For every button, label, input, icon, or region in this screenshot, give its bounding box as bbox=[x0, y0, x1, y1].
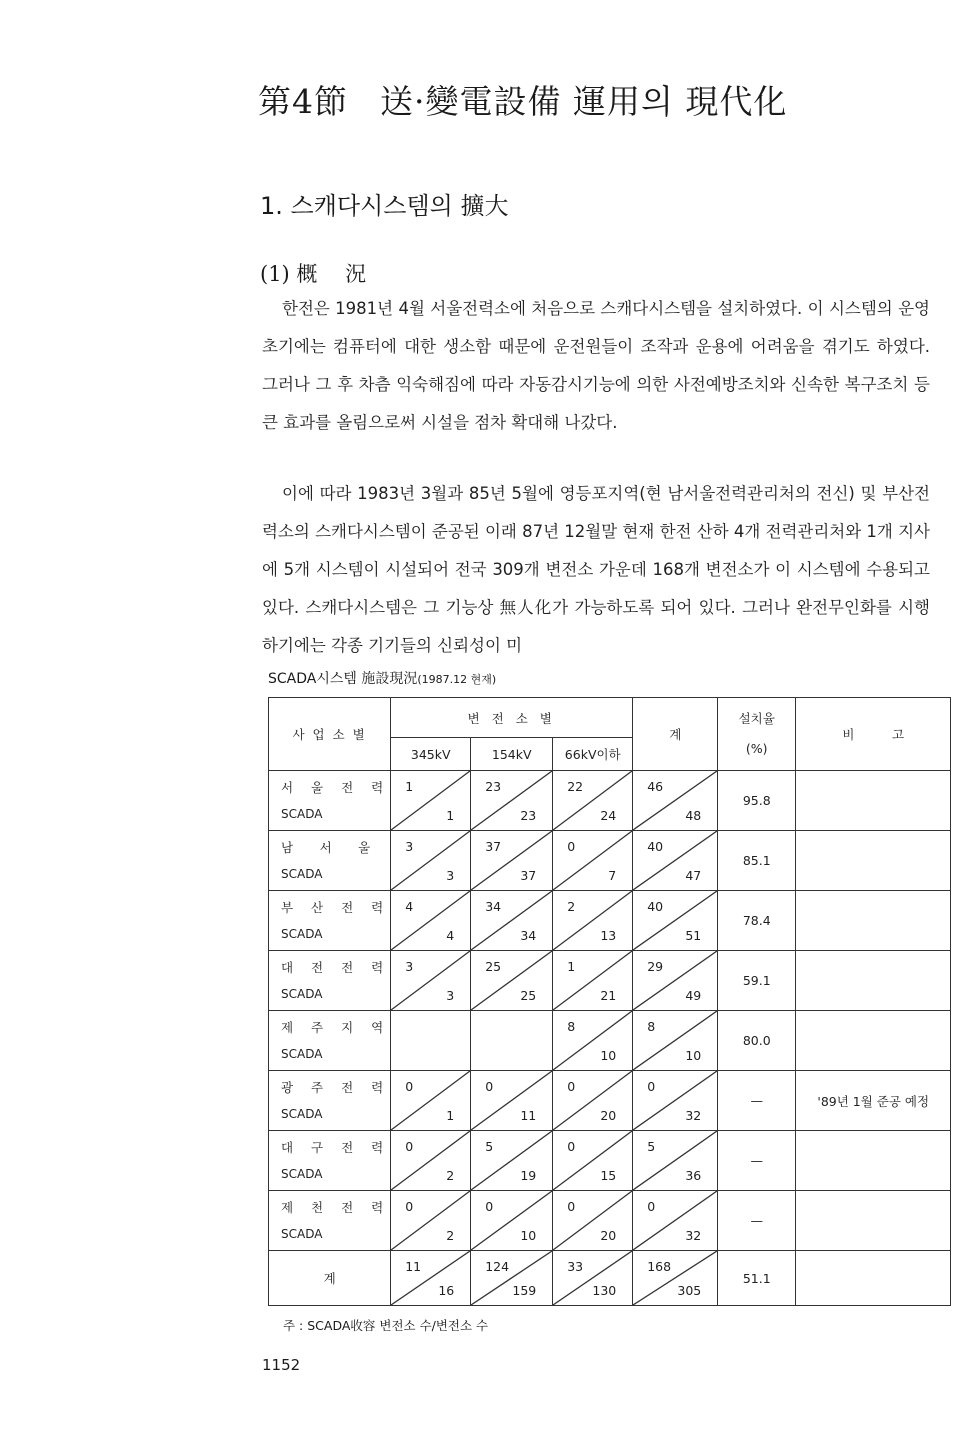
install-rate: 85.1 bbox=[718, 831, 796, 891]
installed-count: 2 bbox=[567, 899, 576, 914]
cell-345kv bbox=[391, 1251, 471, 1306]
office-name-sub: SCADA bbox=[281, 1166, 323, 1181]
office-name-kr: 제 천 전 력 bbox=[281, 1199, 391, 1215]
table-footnote: 주 : SCADA收容 변전소 수/변전소 수 bbox=[283, 1318, 489, 1333]
office-name-sub: SCADA bbox=[281, 1046, 323, 1061]
chapter-number: 第4節 bbox=[258, 82, 348, 121]
installed-count: 4 bbox=[405, 899, 414, 914]
remarks bbox=[796, 891, 951, 951]
header-office: 사 업 소 별 bbox=[269, 698, 391, 771]
table-row bbox=[269, 1011, 951, 1071]
diagonal-divider bbox=[633, 771, 717, 830]
office-name-kr: 부 산 전 력 bbox=[281, 899, 391, 915]
scada-table bbox=[268, 697, 951, 1306]
total-count: 305 bbox=[677, 1283, 702, 1298]
diagonal-divider bbox=[391, 1071, 470, 1130]
total-count: 21 bbox=[600, 988, 617, 1003]
install-rate: — bbox=[718, 1131, 796, 1191]
header-rate-line2: (%) bbox=[745, 741, 768, 756]
diagonal-divider bbox=[633, 951, 717, 1010]
office-name bbox=[269, 771, 391, 831]
cell-total bbox=[633, 891, 718, 951]
table-caption-title: SCADA시스템 施設現況 bbox=[268, 671, 418, 687]
office-name-kr: 서 울 전 력 bbox=[281, 779, 391, 795]
office-name-kr: 대 구 전 력 bbox=[281, 1139, 391, 1155]
office-name bbox=[269, 891, 391, 951]
total-count: 51 bbox=[685, 928, 702, 943]
cell-total bbox=[633, 1071, 718, 1131]
cell-66kv bbox=[553, 951, 633, 1011]
cell-total bbox=[633, 1011, 718, 1071]
diagonal-divider bbox=[553, 831, 632, 890]
total-count: 7 bbox=[608, 868, 617, 883]
remarks bbox=[796, 771, 951, 831]
total-count: 159 bbox=[512, 1283, 537, 1298]
diagonal-divider bbox=[553, 1131, 632, 1190]
total-count: 3 bbox=[446, 988, 455, 1003]
cell-total bbox=[633, 1131, 718, 1191]
paragraph bbox=[262, 475, 930, 665]
installed-count: 37 bbox=[485, 839, 502, 854]
cell-66kv bbox=[553, 891, 633, 951]
header-remarks: 비 고 bbox=[796, 698, 951, 771]
installed-count: 5 bbox=[485, 1139, 494, 1154]
paragraph-text: 이에 따라 1983년 3월과 85년 5월에 영등포지역(현 남서울전력관리처의 전신) 및 부산전력소의 스캐다시스템이 준공된 이래 87년 12월말 현재 한전 산하 4개 전력관리처와 1개 지사에 5개 시스템이 시설되어 전국 309개 변전소 가운데 168개 변전소가 이 시스템에 수용되고 있다. 스캐다시스템은 그 기능상 無人化가 가능하도록 되어 있다. 그러나 완전무인화를 시행하기에는 각종 기기들의 신뢰성이 미 bbox=[262, 484, 930, 655]
header-154kv: 154kV bbox=[471, 738, 553, 771]
install-rate: 80.0 bbox=[718, 1011, 796, 1071]
cell-total bbox=[633, 771, 718, 831]
page-number: 1152 bbox=[262, 1356, 301, 1374]
remarks bbox=[796, 1251, 951, 1306]
total-count: 20 bbox=[600, 1108, 617, 1123]
cell-154kv bbox=[471, 1251, 553, 1306]
diagonal-divider bbox=[553, 1071, 632, 1130]
installed-count: 0 bbox=[567, 1079, 576, 1094]
diagonal-divider bbox=[553, 891, 632, 950]
diagonal-divider bbox=[471, 951, 552, 1010]
installed-count: 25 bbox=[485, 959, 502, 974]
remarks bbox=[796, 1011, 951, 1071]
office-name bbox=[269, 1191, 391, 1251]
diagonal-divider bbox=[391, 891, 470, 950]
cell-345kv bbox=[391, 1191, 471, 1251]
total-count: 32 bbox=[685, 1228, 702, 1243]
header-substation-group: 변 전 소 별 bbox=[391, 698, 633, 738]
total-count: 2 bbox=[446, 1228, 455, 1243]
diagonal-divider bbox=[553, 1191, 632, 1250]
cell-345kv bbox=[391, 891, 471, 951]
chapter-title bbox=[258, 76, 787, 123]
installed-count: 0 bbox=[567, 1139, 576, 1154]
total-count: 48 bbox=[685, 808, 702, 823]
cell-66kv bbox=[553, 771, 633, 831]
total-count: 3 bbox=[446, 868, 455, 883]
total-count: 11 bbox=[520, 1108, 537, 1123]
cell-total bbox=[633, 1251, 718, 1306]
installed-count: 0 bbox=[405, 1199, 414, 1214]
diagonal-divider bbox=[633, 1191, 717, 1250]
installed-count: 46 bbox=[647, 779, 664, 794]
install-rate: — bbox=[718, 1071, 796, 1131]
office-name-sub: SCADA bbox=[281, 1226, 323, 1241]
total-count: 10 bbox=[685, 1048, 702, 1063]
cell-154kv bbox=[471, 1071, 553, 1131]
installed-count: 40 bbox=[647, 839, 664, 854]
diagonal-divider bbox=[471, 1071, 552, 1130]
table-caption-date: (1987.12 현재) bbox=[417, 673, 497, 686]
office-name-sub: SCADA bbox=[281, 986, 323, 1001]
diagonal-divider bbox=[391, 951, 470, 1010]
office-name-sub: SCADA bbox=[281, 926, 323, 941]
table-row bbox=[269, 831, 951, 891]
install-rate: 51.1 bbox=[718, 1251, 796, 1306]
cell-154kv bbox=[471, 1191, 553, 1251]
cell-154kv bbox=[471, 951, 553, 1011]
header-rate bbox=[718, 698, 796, 771]
diagonal-divider bbox=[633, 891, 717, 950]
table-row bbox=[269, 771, 951, 831]
diagonal-divider bbox=[471, 891, 552, 950]
total-count: 2 bbox=[446, 1168, 455, 1183]
cell-154kv bbox=[471, 891, 553, 951]
cell-total bbox=[633, 831, 718, 891]
installed-count: 0 bbox=[647, 1079, 656, 1094]
install-rate: — bbox=[718, 1191, 796, 1251]
table-caption bbox=[268, 668, 496, 688]
cell-154kv bbox=[471, 1131, 553, 1191]
remarks bbox=[796, 951, 951, 1011]
cell-345kv bbox=[391, 1011, 471, 1071]
section-title: 1. 스캐다시스템의 擴大 bbox=[260, 192, 509, 220]
installed-count: 5 bbox=[647, 1139, 656, 1154]
office-name bbox=[269, 951, 391, 1011]
subsection-title: (1) 概 況 bbox=[260, 262, 367, 286]
diagonal-divider bbox=[391, 1251, 470, 1305]
total-count: 10 bbox=[520, 1228, 537, 1243]
installed-count: 23 bbox=[485, 779, 502, 794]
office-name-sub: SCADA bbox=[281, 1106, 323, 1121]
installed-count: 3 bbox=[405, 839, 414, 854]
cell-66kv bbox=[553, 1251, 633, 1306]
installed-count: 3 bbox=[405, 959, 414, 974]
installed-count: 29 bbox=[647, 959, 664, 974]
cell-345kv bbox=[391, 1071, 471, 1131]
table-total-row bbox=[269, 1251, 951, 1306]
office-name-kr: 광 주 전 력 bbox=[281, 1079, 391, 1095]
installed-count: 0 bbox=[405, 1139, 414, 1154]
installed-count: 8 bbox=[647, 1019, 656, 1034]
total-count: 16 bbox=[438, 1283, 455, 1298]
diagonal-divider bbox=[633, 1251, 717, 1305]
total-count: 15 bbox=[600, 1168, 617, 1183]
installed-count: 11 bbox=[405, 1259, 422, 1274]
total-count: 19 bbox=[520, 1168, 537, 1183]
installed-count: 124 bbox=[485, 1259, 510, 1274]
diagonal-divider bbox=[633, 1011, 717, 1070]
installed-count: 0 bbox=[485, 1079, 494, 1094]
total-count: 47 bbox=[685, 868, 702, 883]
office-name bbox=[269, 831, 391, 891]
cell-154kv bbox=[471, 1011, 553, 1071]
diagonal-divider bbox=[553, 951, 632, 1010]
diagonal-divider bbox=[553, 771, 632, 830]
header-345kv: 345kV bbox=[391, 738, 471, 771]
total-count: 4 bbox=[446, 928, 455, 943]
total-count: 1 bbox=[446, 1108, 455, 1123]
installed-count: 0 bbox=[567, 1199, 576, 1214]
installed-count: 0 bbox=[647, 1199, 656, 1214]
total-count: 1 bbox=[446, 808, 455, 823]
office-name-sub: SCADA bbox=[281, 806, 323, 821]
cell-66kv bbox=[553, 831, 633, 891]
installed-count: 1 bbox=[567, 959, 576, 974]
install-rate: 78.4 bbox=[718, 891, 796, 951]
cell-154kv bbox=[471, 831, 553, 891]
total-count: 10 bbox=[600, 1048, 617, 1063]
diagonal-divider bbox=[633, 1131, 717, 1190]
total-count: 37 bbox=[520, 868, 537, 883]
remarks bbox=[796, 1131, 951, 1191]
installed-count: 8 bbox=[567, 1019, 576, 1034]
paragraph bbox=[262, 290, 930, 442]
total-count: 36 bbox=[685, 1168, 702, 1183]
total-count: 13 bbox=[600, 928, 617, 943]
total-count: 24 bbox=[600, 808, 617, 823]
cell-66kv bbox=[553, 1131, 633, 1191]
diagonal-divider bbox=[633, 1071, 717, 1130]
table-row bbox=[269, 951, 951, 1011]
installed-count: 1 bbox=[405, 779, 414, 794]
diagonal-divider bbox=[471, 1191, 552, 1250]
diagonal-divider bbox=[391, 1191, 470, 1250]
diagonal-divider bbox=[391, 771, 470, 830]
table-row bbox=[269, 1131, 951, 1191]
installed-count: 34 bbox=[485, 899, 502, 914]
diagonal-divider bbox=[553, 1011, 632, 1070]
cell-345kv bbox=[391, 831, 471, 891]
office-name-kr: 대 전 전 력 bbox=[281, 959, 391, 975]
table-row bbox=[269, 891, 951, 951]
diagonal-divider bbox=[471, 771, 552, 830]
cell-total bbox=[633, 1191, 718, 1251]
remarks bbox=[796, 831, 951, 891]
total-count: 23 bbox=[520, 808, 537, 823]
installed-count: 40 bbox=[647, 899, 664, 914]
table-row bbox=[269, 1071, 951, 1131]
office-name bbox=[269, 1131, 391, 1191]
cell-154kv bbox=[471, 771, 553, 831]
total-count: 49 bbox=[685, 988, 702, 1003]
cell-345kv bbox=[391, 951, 471, 1011]
office-name-kr: 제 주 지 역 bbox=[281, 1019, 391, 1035]
install-rate: 59.1 bbox=[718, 951, 796, 1011]
diagonal-divider bbox=[471, 1131, 552, 1190]
cell-total bbox=[633, 951, 718, 1011]
installed-count: 0 bbox=[567, 839, 576, 854]
diagonal-divider bbox=[633, 831, 717, 890]
cell-345kv bbox=[391, 771, 471, 831]
office-name bbox=[269, 1071, 391, 1131]
cell-66kv bbox=[553, 1071, 633, 1131]
cell-66kv bbox=[553, 1011, 633, 1071]
installed-count: 33 bbox=[567, 1259, 584, 1274]
diagonal-divider bbox=[391, 831, 470, 890]
installed-count: 22 bbox=[567, 779, 584, 794]
total-count: 32 bbox=[685, 1108, 702, 1123]
total-label: 계 bbox=[269, 1251, 391, 1306]
office-name bbox=[269, 1011, 391, 1071]
installed-count: 0 bbox=[485, 1199, 494, 1214]
header-66kv: 66kV이하 bbox=[553, 738, 633, 771]
total-count: 34 bbox=[520, 928, 537, 943]
total-count: 20 bbox=[600, 1228, 617, 1243]
office-name-kr: 남 서 울 bbox=[281, 839, 378, 855]
header-rate-line1: 설치율 bbox=[738, 711, 775, 726]
total-count: 130 bbox=[592, 1283, 617, 1298]
installed-count: 0 bbox=[405, 1079, 414, 1094]
remarks bbox=[796, 1191, 951, 1251]
total-count: 25 bbox=[520, 988, 537, 1003]
chapter-heading: 送·變電設備 運用의 現代化 bbox=[380, 82, 788, 121]
remarks: '89년 1월 준공 예정 bbox=[796, 1071, 951, 1131]
diagonal-divider bbox=[391, 1131, 470, 1190]
installed-count: 168 bbox=[647, 1259, 672, 1274]
install-rate: 95.8 bbox=[718, 771, 796, 831]
header-total: 계 bbox=[633, 698, 718, 771]
paragraph-text: 한전은 1981년 4월 서울전력소에 처음으로 스캐다시스템을 설치하였다. 이 시스템의 운영초기에는 컴퓨터에 대한 생소함 때문에 운전원들이 조작과 운용에 어려움을 겪기도 하였다. 그러나 그 후 차츰 익숙해짐에 따라 자동감시기능에 의한 사전예방조치와 신속한 복구조치 등 큰 효과를 올림으로써 시설을 점차 확대해 나갔다. bbox=[262, 299, 930, 432]
cell-345kv bbox=[391, 1131, 471, 1191]
office-name-sub: SCADA bbox=[281, 866, 323, 881]
cell-66kv bbox=[553, 1191, 633, 1251]
table-row bbox=[269, 1191, 951, 1251]
diagonal-divider bbox=[471, 831, 552, 890]
